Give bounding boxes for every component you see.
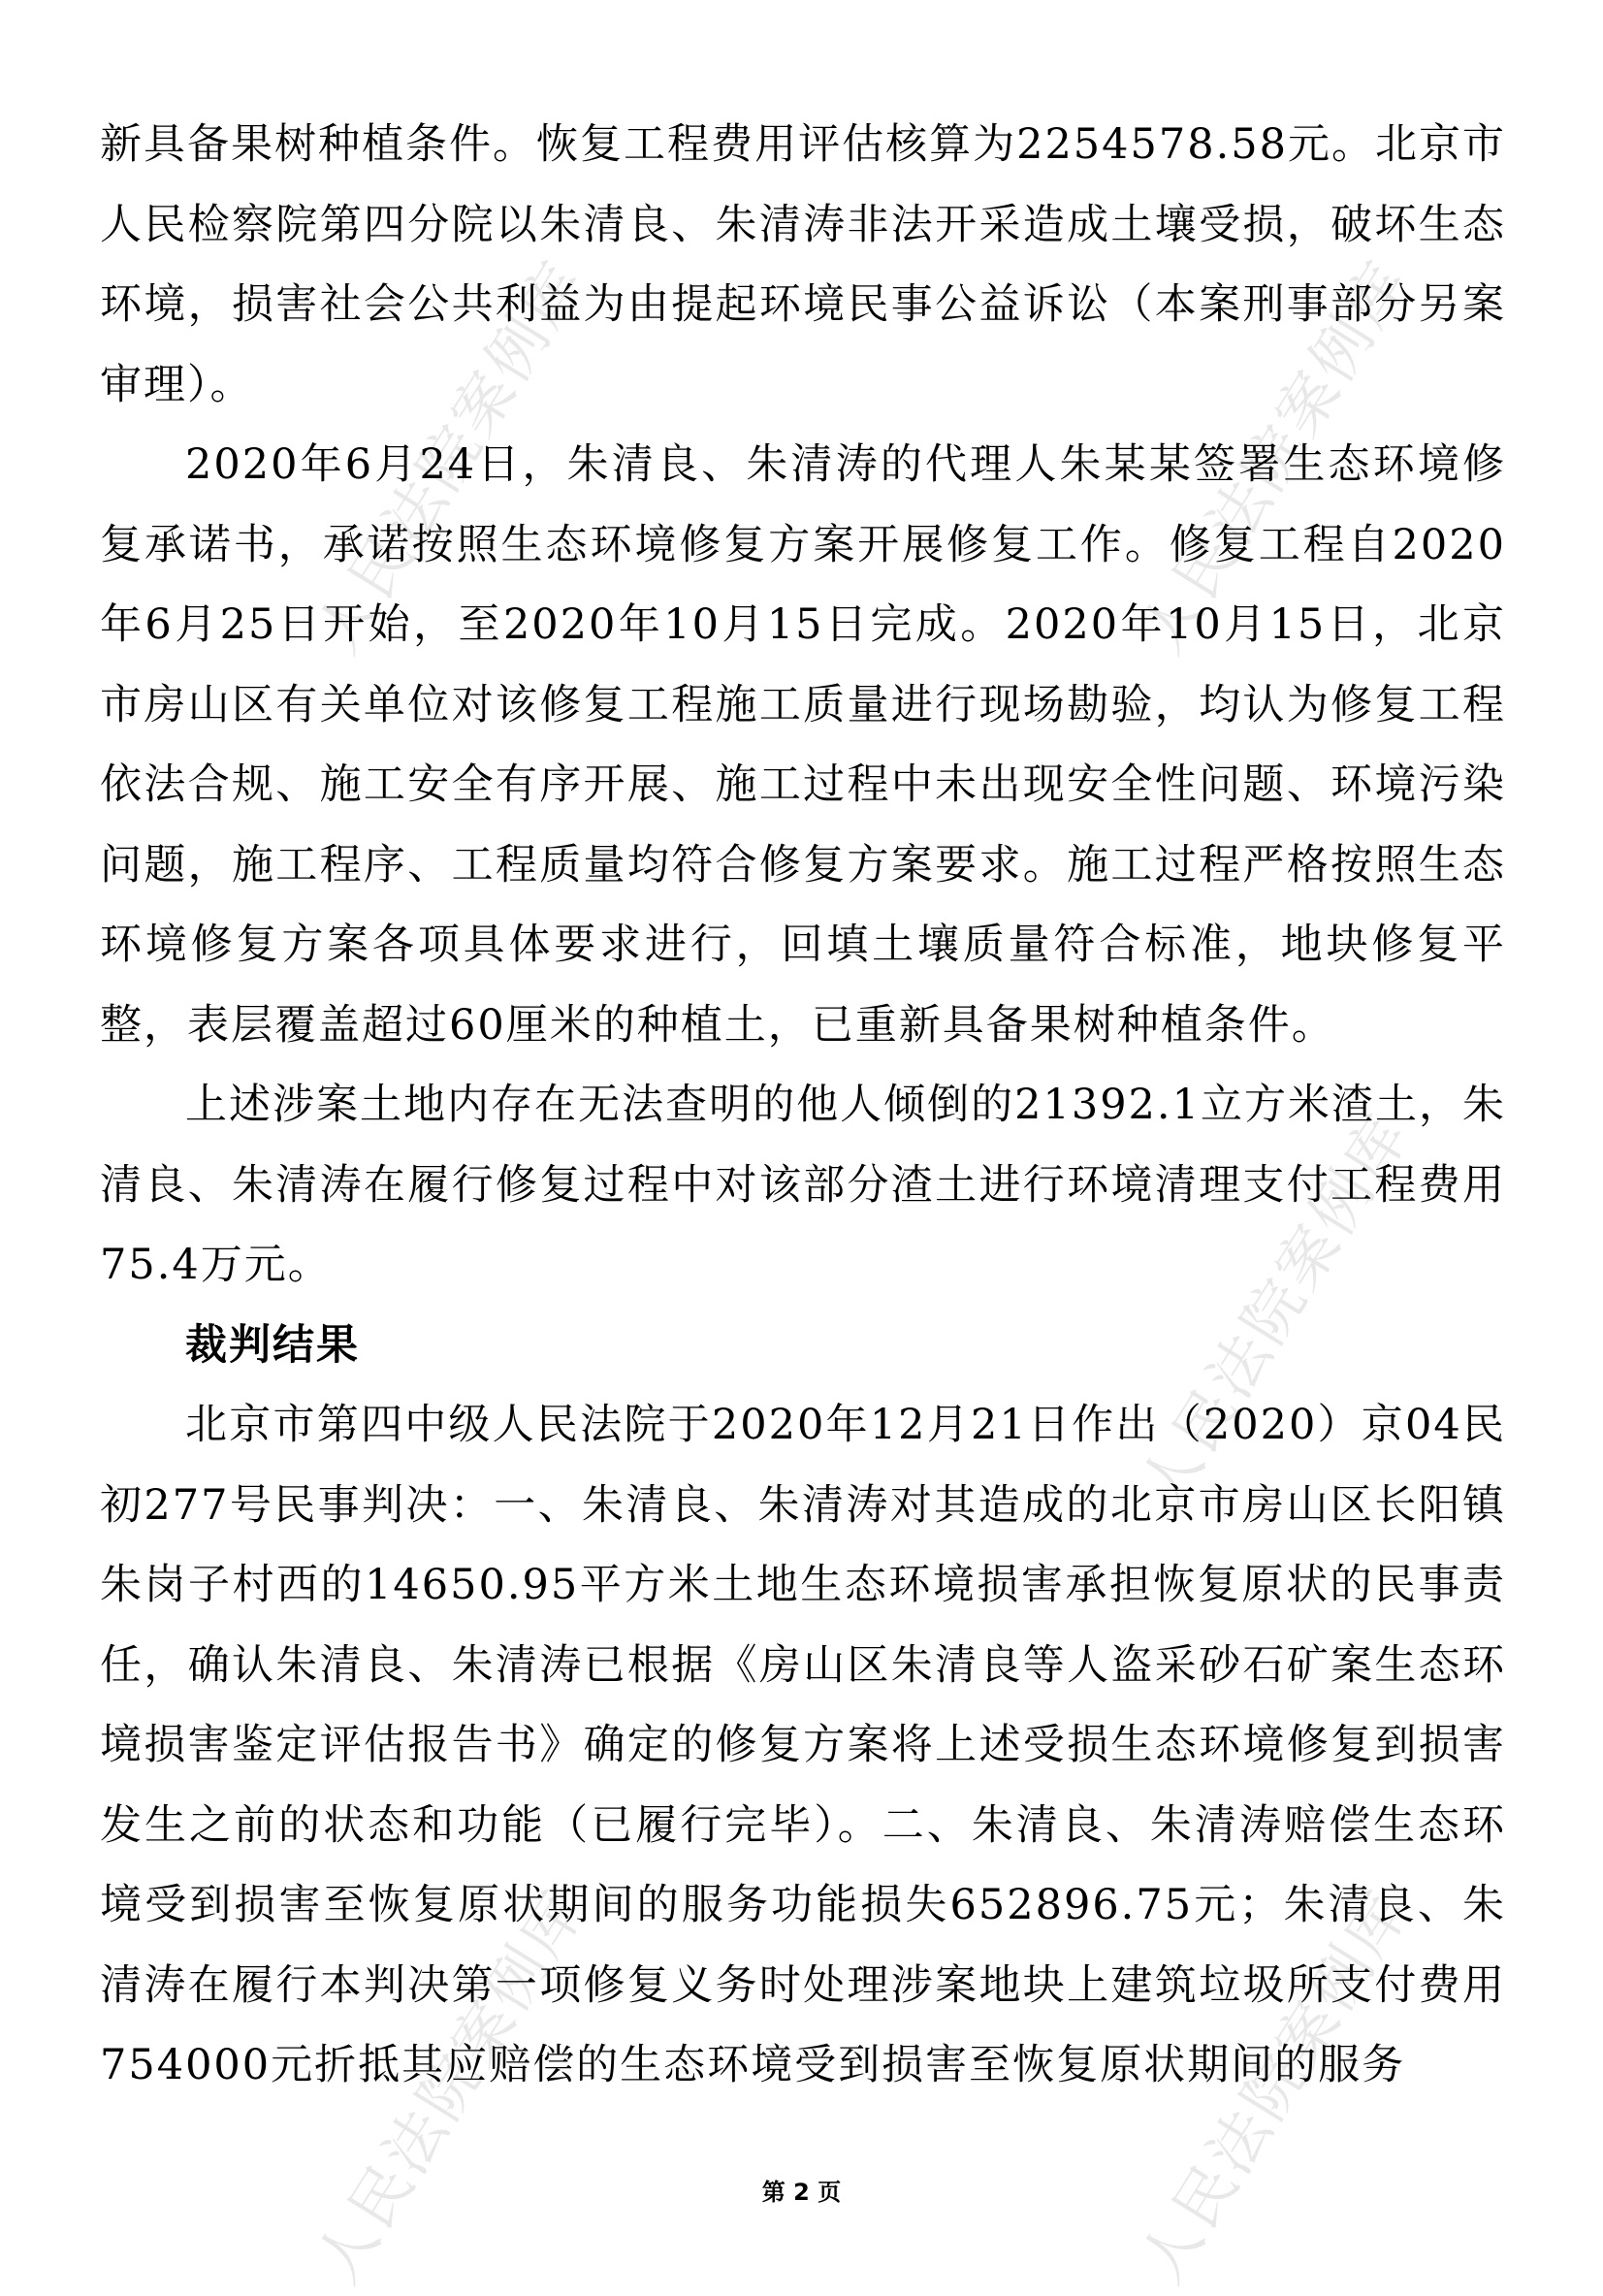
watermark: 人民法院案例库 xyxy=(1126,1101,1424,1519)
section-heading-judgment: 裁判结果 xyxy=(185,1320,360,1370)
watermark: 人民法院案例库 xyxy=(302,247,599,665)
paragraph-judgment: 北京市第四中级人民法院于2020年12月21日作出（2020）京04民初277号民事判决：一、朱清良、朱清涛对其造成的北京市房山区长阳镇朱岗子村西的14650.95平方米土地生态环境损害承担恢复原状的民事责任，确认朱清良、朱清涛已根据《房山区朱清良等人盗采砂石矿案生态环境损害鉴定评估报告书》确定的修复方案将上述受损生态环境修复到损害发生之前的状态和功能（已履行完毕）。二、朱清良、朱清涛赔偿生态环境受到损害至恢复原状期间的服务功能损失652896.75元；朱清良、朱清涛在履行本判决第一项修复义务时处理涉案地块上建筑垃圾所支付费用754000元折抵其应赔偿的生态环境受到损害至恢复原状期间的服务 xyxy=(100,1401,1506,2089)
paragraph-continued: 新具备果树种植条件。恢复工程费用评估核算为2254578.58元。北京市人民检察院第四分院以朱清良、朱清涛非法开采造成土壤受损，破坏生态环境，损害社会公共利益为由提起环境民事公益诉讼（本案刑事部分另案审理）。 xyxy=(100,120,1506,409)
watermark: 人民法院案例库 xyxy=(1126,1877,1424,2295)
paragraph-repair-commitment: 2020年6月24日，朱清良、朱清涛的代理人朱某某签署生态环境修复承诺书，承诺按照生态环境修复方案开展修复工作。修复工程自2020年6月25日开始，至2020年10月15日完成。2020年10月15日，北京市房山区有关单位对该修复工程施工质量进行现场勘验，均认为修复工程依法合规、施工安全有序开展、施工过程中未出现安全性问题、环境污染问题，施工程序、工程质量均符合修复方案要求。施工过程严格按照生态环境修复方案各项具体要求进行，回填土壤质量符合标准，地块修复平整，表层覆盖超过60厘米的种植土，已重新具备果树种植条件。 xyxy=(100,440,1506,1050)
document-body xyxy=(100,105,1506,2106)
watermark: 人民法院案例库 xyxy=(1126,247,1424,665)
page-number: 第 2 页 xyxy=(761,2179,842,2206)
paragraph-waste-cleanup: 上述涉案土地内存在无法查明的他人倾倒的21392.1立方米渣土，朱清良、朱清涛在履行修复过程中对该部分渣土进行环境清理支付工程费用75.4万元。 xyxy=(100,1081,1506,1289)
watermark: 人民法院案例库 xyxy=(302,1877,599,2295)
